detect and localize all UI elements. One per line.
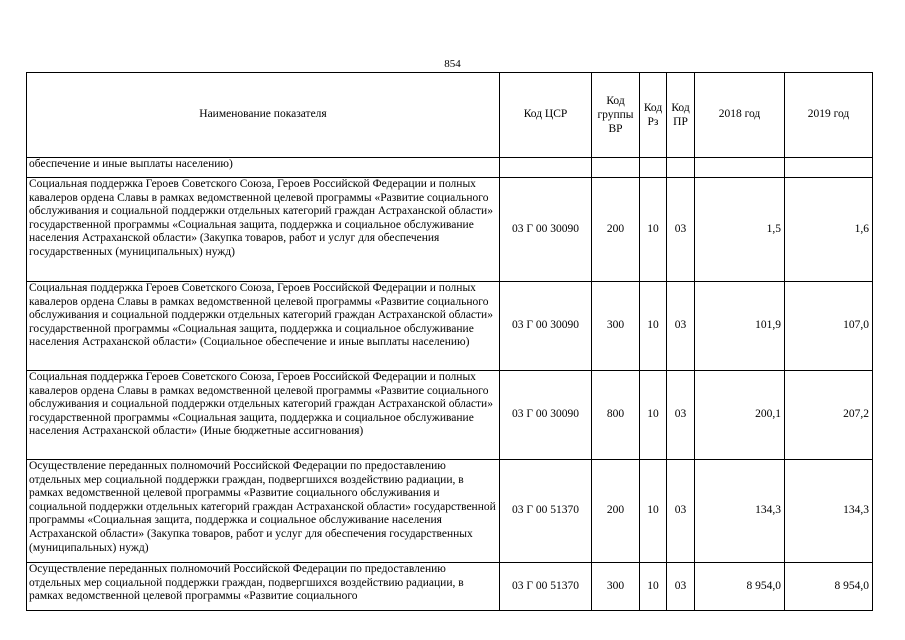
row-name: Социальная поддержка Героев Советского Союза, Героев Российской Федерации и полных кавалеров ордена Славы в рамках ведомственной целевой программы «Развитие социального обслуживания и социальной поддержки отдельных категорий граждан Астраханской области» государственной программы «Социальная защита, поддержка и социальное обслуживание населения Астраханской области» (Закупка товаров, работ и услуг для обеспечения государственных (муниципальных) нужд) bbox=[27, 178, 500, 282]
row-csr: 03 Г 00 30090 bbox=[500, 371, 592, 460]
row-csr: 03 Г 00 30090 bbox=[500, 282, 592, 371]
row-2018: 134,3 bbox=[695, 460, 785, 563]
row-2019: 1,6 bbox=[785, 178, 873, 282]
header-name: Наименование показателя bbox=[27, 73, 500, 158]
row-2019: 207,2 bbox=[785, 371, 873, 460]
row-csr: 03 Г 00 30090 bbox=[500, 178, 592, 282]
table-row bbox=[27, 158, 873, 178]
row-2019 bbox=[785, 158, 873, 178]
row-rz: 10 bbox=[640, 371, 667, 460]
row-2019: 134,3 bbox=[785, 460, 873, 563]
table-header-row bbox=[27, 73, 873, 158]
row-pr bbox=[667, 158, 695, 178]
table-row bbox=[27, 460, 873, 563]
budget-table bbox=[26, 72, 873, 611]
row-pr: 03 bbox=[667, 282, 695, 371]
table-row bbox=[27, 282, 873, 371]
row-2018: 1,5 bbox=[695, 178, 785, 282]
page-number: 854 bbox=[444, 58, 461, 70]
row-name: обеспечение и иные выплаты населению) bbox=[27, 158, 500, 178]
table-row bbox=[27, 371, 873, 460]
header-rz: Код Рз bbox=[640, 73, 667, 158]
table-row bbox=[27, 563, 873, 611]
row-2018: 101,9 bbox=[695, 282, 785, 371]
row-rz: 10 bbox=[640, 178, 667, 282]
table-row bbox=[27, 178, 873, 282]
row-vr: 200 bbox=[592, 460, 640, 563]
row-2018: 8 954,0 bbox=[695, 563, 785, 611]
header-pr: Код ПР bbox=[667, 73, 695, 158]
row-pr: 03 bbox=[667, 460, 695, 563]
row-vr: 300 bbox=[592, 282, 640, 371]
row-csr bbox=[500, 158, 592, 178]
header-2019: 2019 год bbox=[785, 73, 873, 158]
row-2018: 200,1 bbox=[695, 371, 785, 460]
row-rz bbox=[640, 158, 667, 178]
row-csr: 03 Г 00 51370 bbox=[500, 563, 592, 611]
row-pr: 03 bbox=[667, 178, 695, 282]
row-vr: 200 bbox=[592, 178, 640, 282]
row-2019: 107,0 bbox=[785, 282, 873, 371]
row-rz: 10 bbox=[640, 563, 667, 611]
row-name: Социальная поддержка Героев Советского Союза, Героев Российской Федерации и полных кавалеров ордена Славы в рамках ведомственной целевой программы «Развитие социального обслуживания и социальной поддержки отдельных категорий граждан Астраханской области» государственной программы «Социальная защита, поддержка и социальное обслуживание населения Астраханской области» (Иные бюджетные ассигнования) bbox=[27, 371, 500, 460]
row-csr: 03 Г 00 51370 bbox=[500, 460, 592, 563]
row-vr bbox=[592, 158, 640, 178]
header-2018: 2018 год bbox=[695, 73, 785, 158]
header-vr: Код группы ВР bbox=[592, 73, 640, 158]
row-name: Социальная поддержка Героев Советского Союза, Героев Российской Федерации и полных кавалеров ордена Славы в рамках ведомственной целевой программы «Развитие социального обслуживания и социальной поддержки отдельных категорий граждан Астраханской области» государственной программы «Социальная защита, поддержка и социальное обслуживание населения Астраханской области» (Социальное обеспечение и иные выплаты населению) bbox=[27, 282, 500, 371]
row-rz: 10 bbox=[640, 282, 667, 371]
row-pr: 03 bbox=[667, 371, 695, 460]
row-name: Осуществление переданных полномочий Российской Федерации по предоставлению отдельных мер социальной поддержки граждан, подвергшихся воздействию радиации, в рамках ведомственной целевой программы «Развитие социального обслуживания и социальной поддержки отдельных категорий граждан Астраханской области» государственной программы «Социальная защита, поддержка и социальное обслуживание населения Астраханской области» (Закупка товаров, работ и услуг для обеспечения государственных (муниципальных) нужд) bbox=[27, 460, 500, 563]
header-csr: Код ЦСР bbox=[500, 73, 592, 158]
row-vr: 800 bbox=[592, 371, 640, 460]
row-2019: 8 954,0 bbox=[785, 563, 873, 611]
row-2018 bbox=[695, 158, 785, 178]
row-pr: 03 bbox=[667, 563, 695, 611]
row-name: Осуществление переданных полномочий Российской Федерации по предоставлению отдельных мер социальной поддержки граждан, подвергшихся воздействию радиации, в рамках ведомственной целевой программы «Развитие социального bbox=[27, 563, 500, 611]
row-rz: 10 bbox=[640, 460, 667, 563]
row-vr: 300 bbox=[592, 563, 640, 611]
